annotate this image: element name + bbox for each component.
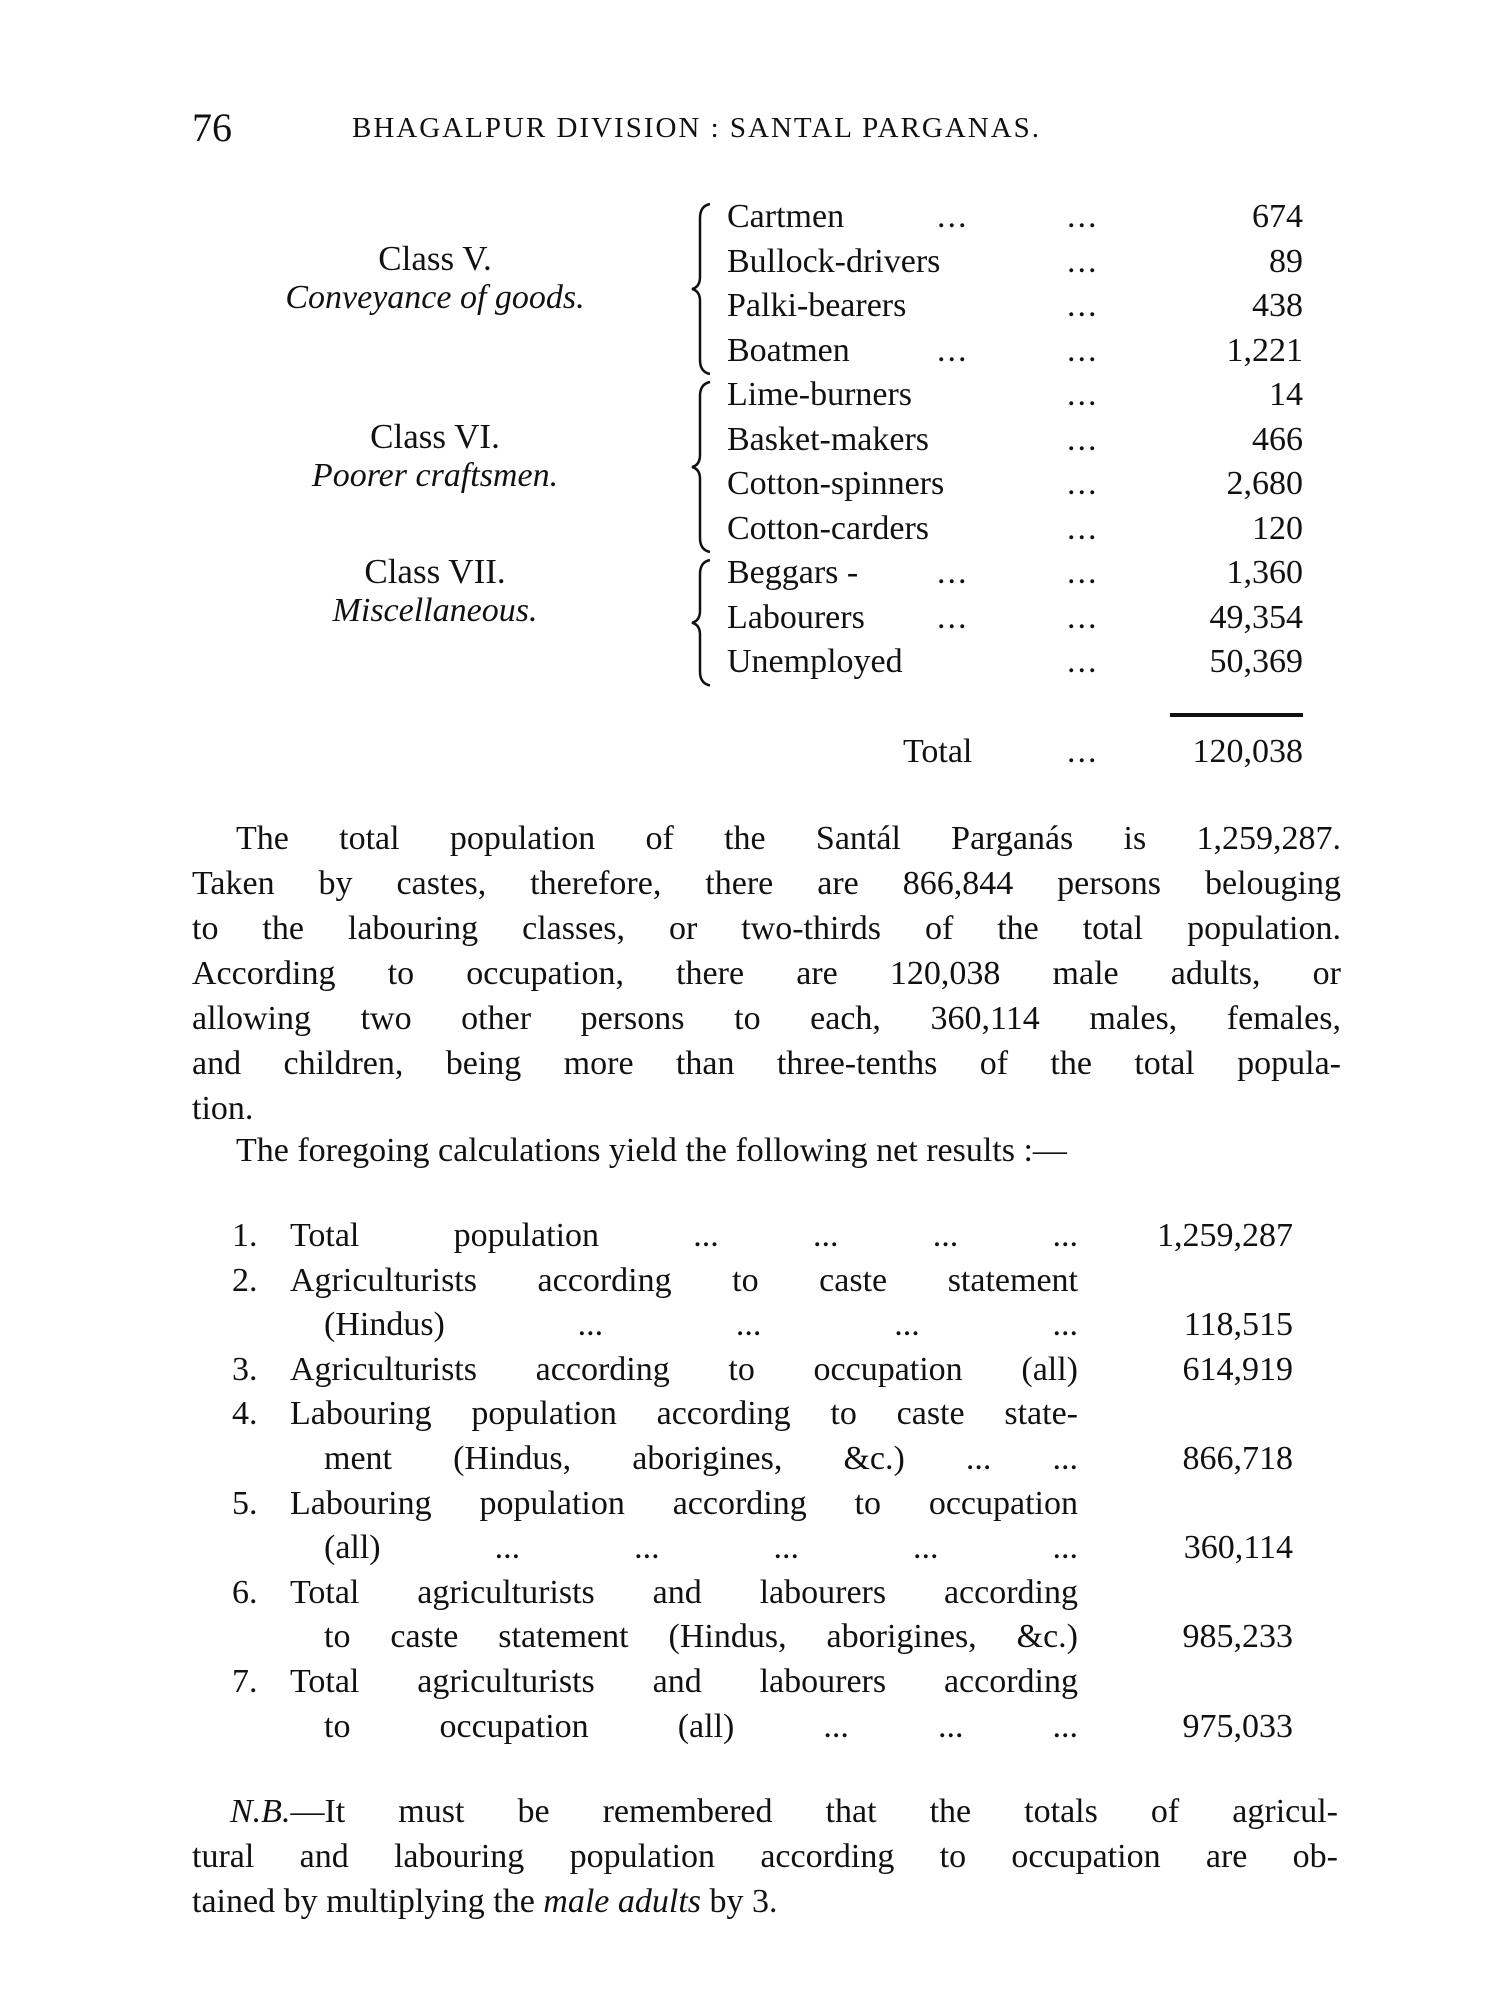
occupation-name: Lime-burners (727, 376, 913, 413)
class-subtitle: Poorer craftsmen. (311, 457, 559, 494)
leader-dots: ... (937, 198, 969, 235)
leader-dots: ... (1067, 509, 1099, 547)
class-label (205, 552, 665, 630)
result-text: to occupation (all) ... ... ... (324, 1707, 1078, 1745)
occupation-count: 50,369 (1209, 643, 1303, 680)
occupation-count: 120 (1252, 509, 1303, 547)
result-text: Total agriculturists and labourers according (290, 1663, 1078, 1700)
result-text: Labouring population according to occupation (290, 1484, 1078, 1522)
paragraph-line: Taken by castes, therefore, there are 866,844 persons belouging (192, 865, 1341, 902)
note-line-2: tural and labouring population according to occupation are ob- (192, 1838, 1338, 1875)
note-label: N.B. (230, 1793, 291, 1830)
page-number: 76 (192, 105, 232, 150)
occupation-count: 14 (1269, 376, 1303, 413)
note-text: —It must be remembered that the totals of agricul- (290, 1793, 1338, 1830)
table-row (727, 554, 1303, 598)
paragraph-line: The total population of the Santál Parganás is 1,259,287. (236, 820, 1341, 857)
brace-icon (688, 558, 714, 688)
result-value: 866,718 (1182, 1440, 1293, 1477)
occupation-name: Cartmen (727, 198, 845, 235)
total-value: 120,038 (1192, 733, 1303, 770)
result-value: 360,114 (1183, 1529, 1293, 1567)
note-line-3 (192, 1883, 778, 1921)
result-value: 118,515 (1183, 1306, 1293, 1344)
result-number: 6. (232, 1573, 258, 1611)
occupation-name: Boatmen (727, 331, 850, 369)
occupation-name: Basket-makers (727, 420, 930, 458)
brace-icon (688, 202, 714, 376)
occupation-name: Cotton-spinners (727, 465, 945, 502)
occupation-count: 466 (1252, 420, 1303, 458)
class-label (205, 417, 665, 495)
result-number: 2. (232, 1261, 258, 1299)
result-text: Labouring population according to caste state- (290, 1395, 1078, 1433)
class-title: Class V. (378, 239, 492, 278)
table-row (727, 198, 1303, 242)
table-row (727, 287, 1303, 331)
table-row (727, 376, 1303, 420)
total-dots: ... (1067, 733, 1099, 770)
occupation-count: 2,680 (1226, 465, 1303, 502)
table-row (727, 599, 1303, 643)
total-label: Total (903, 733, 973, 770)
paragraph-line: According to occupation, there are 120,038 male adults, or (192, 955, 1341, 992)
leader-dots: ... (1067, 198, 1099, 235)
result-text: ment (Hindus, aborigines, &c.) ... ... (324, 1440, 1078, 1477)
result-value: 975,033 (1182, 1707, 1293, 1745)
leader-dots: ... (937, 598, 969, 636)
note-emphasis: male adults (543, 1883, 702, 1920)
result-value: 1,259,287 (1157, 1217, 1293, 1254)
result-text: Total population ... ... ... ... (290, 1217, 1078, 1254)
brace-icon (688, 380, 714, 554)
result-text: to caste statement (Hindus, aborigines, &c.) (324, 1618, 1078, 1656)
occupation-count: 1,221 (1226, 331, 1303, 369)
total-rule (1170, 713, 1303, 717)
result-text: (all) ... ... ... ... ... (324, 1529, 1078, 1567)
table-row (727, 421, 1303, 465)
table-row (727, 243, 1303, 287)
occupation-name: Cotton-carders (727, 509, 930, 547)
class-title: Class VI. (370, 417, 500, 456)
result-number: 5. (232, 1484, 258, 1522)
note-text: by 3. (709, 1883, 778, 1920)
result-number: 3. (232, 1350, 258, 1388)
occupation-name: Unemployed (727, 643, 903, 680)
occupation-name: Bullock-drivers (727, 242, 941, 280)
occupation-count: 674 (1252, 198, 1303, 235)
paragraph-line: allowing two other persons to each, 360,114 males, females, (192, 1000, 1341, 1037)
leader-dots: ... (1067, 376, 1099, 413)
paragraph-line: to the labouring classes, or two-thirds of the total population. (192, 910, 1341, 947)
result-number: 4. (232, 1395, 258, 1433)
result-number: 7. (232, 1663, 258, 1700)
leader-dots: ... (1067, 331, 1099, 369)
table-row (727, 510, 1303, 554)
occupation-name: Beggars - (727, 554, 859, 591)
result-value: 985,233 (1182, 1618, 1293, 1656)
leader-dots: ... (1067, 242, 1099, 280)
occupation-name: Palki-bearers (727, 287, 907, 324)
leader-dots: ... (1067, 598, 1099, 636)
results-intro: The foregoing calculations yield the following net results :— (236, 1132, 1067, 1169)
total-row (727, 733, 1303, 777)
result-text: Agriculturists according to occupation (all) (290, 1350, 1078, 1388)
occupation-count: 89 (1269, 242, 1303, 280)
class-label (205, 239, 665, 317)
note-line-1 (230, 1793, 1338, 1831)
paragraph-line: tion. (192, 1090, 254, 1127)
result-text: (Hindus) ... ... ... ... (324, 1306, 1078, 1344)
leader-dots: ... (937, 331, 969, 369)
class-subtitle: Conveyance of goods. (285, 279, 585, 316)
leader-dots: ... (1067, 420, 1099, 458)
result-text: Total agriculturists and labourers according (290, 1573, 1078, 1611)
result-text: Agriculturists according to caste statement (290, 1261, 1078, 1299)
leader-dots: ... (937, 554, 969, 591)
note-text: tained by multiplying the (192, 1883, 535, 1920)
class-title: Class VII. (364, 552, 506, 591)
leader-dots: ... (1067, 643, 1099, 680)
occupation-name: Labourers (727, 598, 865, 636)
occupation-count: 49,354 (1209, 598, 1303, 636)
running-header: BHAGALPUR DIVISION : SANTAL PARGANAS. (352, 112, 1042, 144)
class-subtitle: Miscellaneous. (332, 592, 538, 629)
result-value: 614,919 (1182, 1350, 1293, 1388)
table-row (727, 643, 1303, 687)
leader-dots: ... (1067, 465, 1099, 502)
result-number: 1. (232, 1217, 258, 1254)
table-row (727, 332, 1303, 376)
occupation-count: 1,360 (1226, 554, 1303, 591)
leader-dots: ... (1067, 287, 1099, 324)
paragraph-line: and children, being more than three-tenths of the total popula- (192, 1045, 1341, 1082)
occupation-count: 438 (1252, 287, 1303, 324)
table-row (727, 465, 1303, 509)
leader-dots: ... (1067, 554, 1099, 591)
